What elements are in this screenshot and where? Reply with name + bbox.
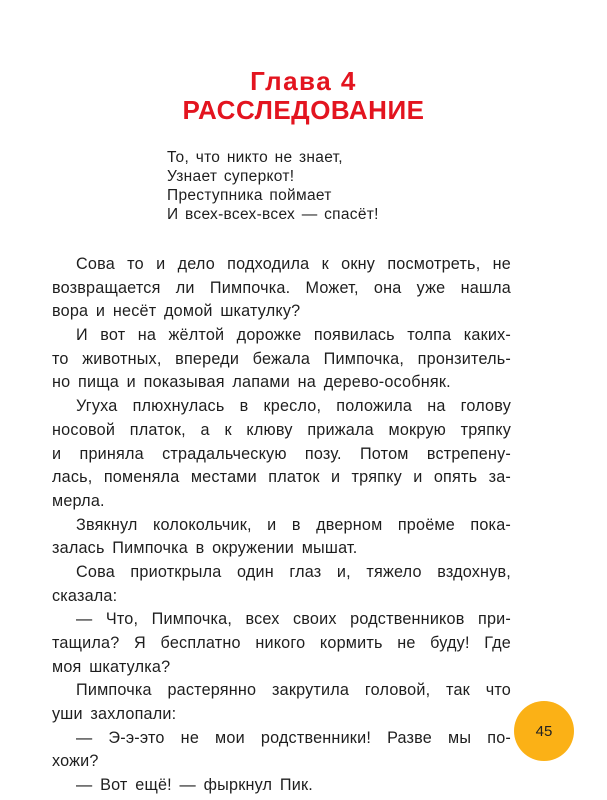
text-line: — Э-э-это не мои родственники! Разве мы по- xyxy=(76,728,511,747)
text-line: Пимпочка растерянно закрутила головой, так что xyxy=(76,681,511,700)
text-line: моя шкатулка? xyxy=(52,657,171,676)
text-line: то животных, впереди бежала Пимпочка, пронзитель- xyxy=(52,349,511,368)
chapter-title: РАССЛЕДОВАНИЕ xyxy=(182,95,425,125)
page-number: 45 xyxy=(535,722,553,740)
text-line: Сова приоткрыла один глаз и, тяжело вздохнув, xyxy=(76,562,511,581)
epigraph-line: То, что никто не знает, xyxy=(167,149,343,166)
epigraph-line: И всех-всех-всех — спасёт! xyxy=(167,206,379,223)
epigraph-poem xyxy=(167,148,379,224)
text-line: вора и несёт домой шкатулку? xyxy=(52,302,301,321)
text-line: Сова то и дело подходила к окну посмотреть, не xyxy=(76,255,511,273)
text-line: — Что, Пимпочка, всех своих родственников при- xyxy=(76,610,511,629)
chapter-number: Глава 4 xyxy=(250,66,357,96)
text-line: но пища и показывая лапами на дерево-особняк. xyxy=(52,373,451,392)
epigraph-line: Узнает суперкот! xyxy=(167,168,295,185)
text-line: тащила? Я бесплатно никого кормить не буду! Где xyxy=(52,634,511,652)
text-line: лась, поменяла местами платок и тряпку и опять за- xyxy=(52,468,511,487)
epigraph-line: Преступника поймает xyxy=(167,187,332,204)
text-line: залась Пимпочка в окружении мышат. xyxy=(52,539,358,558)
text-line: И вот на жёлтой дорожке появилась толпа каких- xyxy=(76,326,511,345)
text-line: — Вот ещё! — фыркнул Пик. xyxy=(76,776,313,795)
page-number-badge xyxy=(514,701,574,761)
text-line: и приняла страдальческую позу. Потом встрепену- xyxy=(52,444,511,463)
text-line: возвращается ли Пимпочка. Может, она уже нашла xyxy=(52,278,511,297)
text-line: Угуха плюхнулась в кресло, положила на голову xyxy=(76,397,511,416)
text-line: уши захлопали: xyxy=(52,705,177,724)
text-line: сказала: xyxy=(52,586,118,605)
text-line: носовой платок, а к клюву прижала мокрую тряпку xyxy=(52,420,511,439)
story-body-text xyxy=(52,253,511,798)
text-line: Звякнул колокольчик, и в дверном проёме пока- xyxy=(76,515,511,534)
text-line: мерла. xyxy=(52,491,105,510)
text-line: хожи? xyxy=(52,752,99,771)
